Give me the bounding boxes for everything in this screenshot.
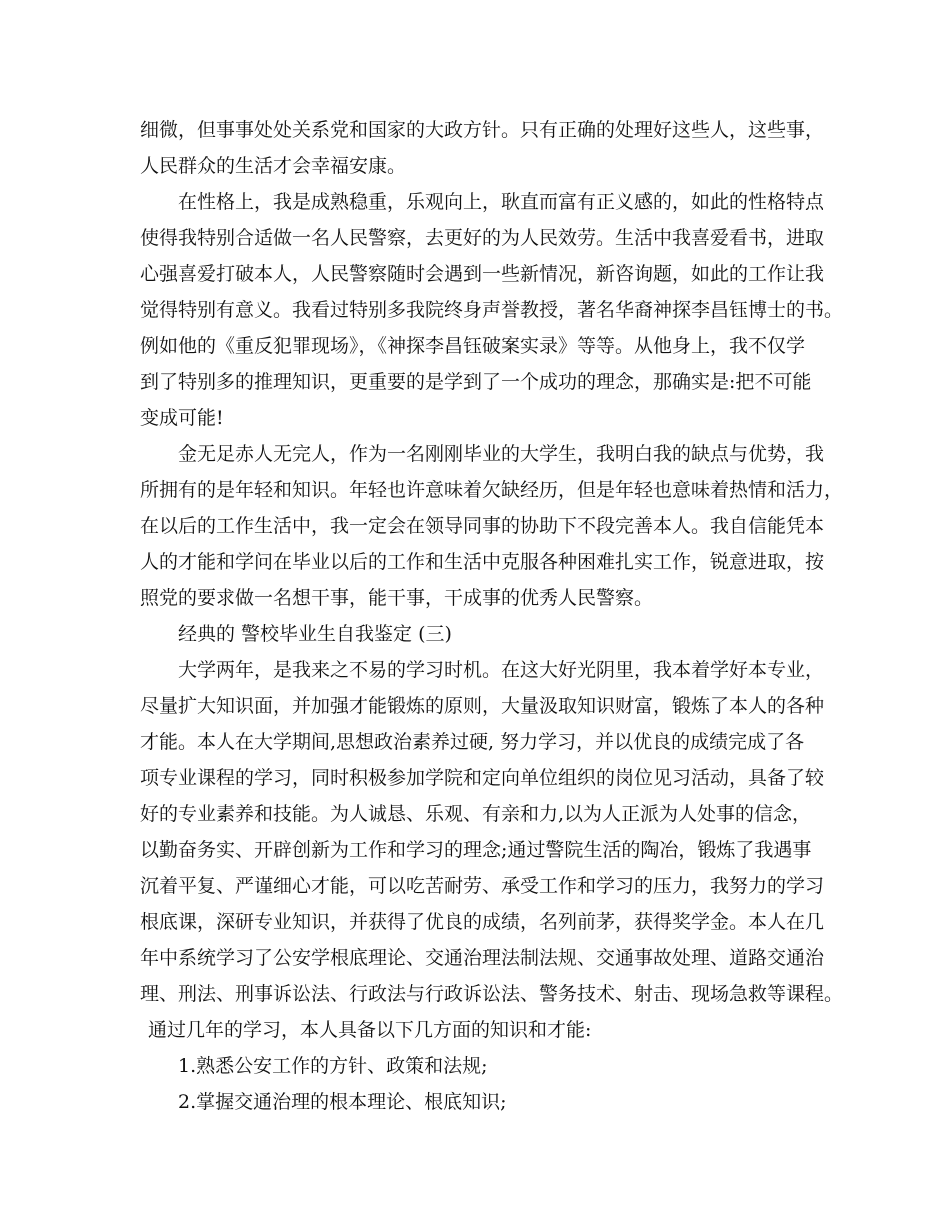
text-line: 好的专业素养和技能。为人诚恳、乐观、有亲和力,以为人正派为人处事的信念， [140,803,812,825]
text-line: 例如他的《重反犯罪现场》，《神探李昌钰破案实录》等等。从他身上，我不仅学 [140,335,806,357]
text-line: 人民群众的生活才会幸福安康。 [140,155,407,177]
text-line: 金无足赤人无完人，作为一名刚刚毕业的大学生，我明白我的缺点与优势，我 [178,443,825,465]
text-line: 尽量扩大知识面，并加强才能锻炼的原则，大量汲取知识财富，锻炼了本人的各种 [140,695,825,717]
text-line: 人的才能和学问在毕业以后的工作和生活中克服各种困难扎实工作，锐意进取，按 [140,551,825,573]
list-item: 2.掌握交通治理的根本理论、根底知识; [178,1091,507,1113]
text-line: 根底课，深研专业知识，并获得了优良的成绩，名列前茅，获得奖学金。本人在几 [140,911,825,933]
text-line: 使得我特别合适做一名人民警察，去更好的为人民效劳。生活中我喜爱看书，进取 [140,227,825,249]
text-line: 到了特别多的推理知识，更重要的是学到了一个成功的理念，那确实是:把不可能 [140,371,812,393]
text-line: 才能。本人在大学期间,思想政治素养过硬, 努力学习，并以优良的成绩完成了各 [140,731,805,753]
text-line: 以勤奋务实、开辟创新为工作和学习的理念;通过警院生活的陶冶，锻炼了我遇事 [140,839,812,861]
text-line: 通过几年的学习，本人具备以下几方面的知识和才能: [148,1019,592,1041]
text-line: 在性格上，我是成熟稳重，乐观向上，耿直而富有正义感的，如此的性格特点 [178,191,825,213]
list-item: 1.熟悉公安工作的方针、政策和法规; [178,1055,488,1077]
text-line: 项专业课程的学习，同时积极参加学院和定向单位组织的岗位见习活动，具备了较 [140,767,825,789]
text-line: 心强喜爱打破本人，人民警察随时会遇到一些新情况，新咨询题，如此的工作让我 [140,263,825,285]
text-line: 所拥有的是年轻和知识。年轻也许意味着欠缺经历，但是年轻也意味着热情和活力， [140,479,844,501]
section-heading: 经典的 警校毕业生自我鉴定 (三) [178,623,452,645]
text-line: 理、刑法、刑事诉讼法、行政法与行政诉讼法、警务技术、射击、现场急救等课程。 [140,983,844,1005]
text-line: 细微，但事事处处关系党和国家的大政方针。只有正确的处理好这些人，这些事， [140,119,825,141]
text-line: 年中系统学习了公安学根底理论、交通治理法制法规、交通事故处理、道路交通治 [140,947,825,969]
text-line: 沉着平复、严谨细心才能，可以吃苦耐劳、承受工作和学习的压力，我努力的学习 [140,875,825,897]
text-line: 照党的要求做一名想干事，能干事，干成事的优秀人民警察。 [140,587,654,609]
text-line: 觉得特别有意义。我看过特别多我院终身声誉教授，著名华裔神探李昌钰博士的书。 [140,299,844,321]
text-line: 在以后的工作生活中，我一定会在领导同事的协助下不段完善本人。我自信能凭本 [140,515,825,537]
text-line: 变成可能! [140,407,224,429]
text-line: 大学两年，是我来之不易的学习时机。在这大好光阴里，我本着学好本专业， [178,659,825,681]
